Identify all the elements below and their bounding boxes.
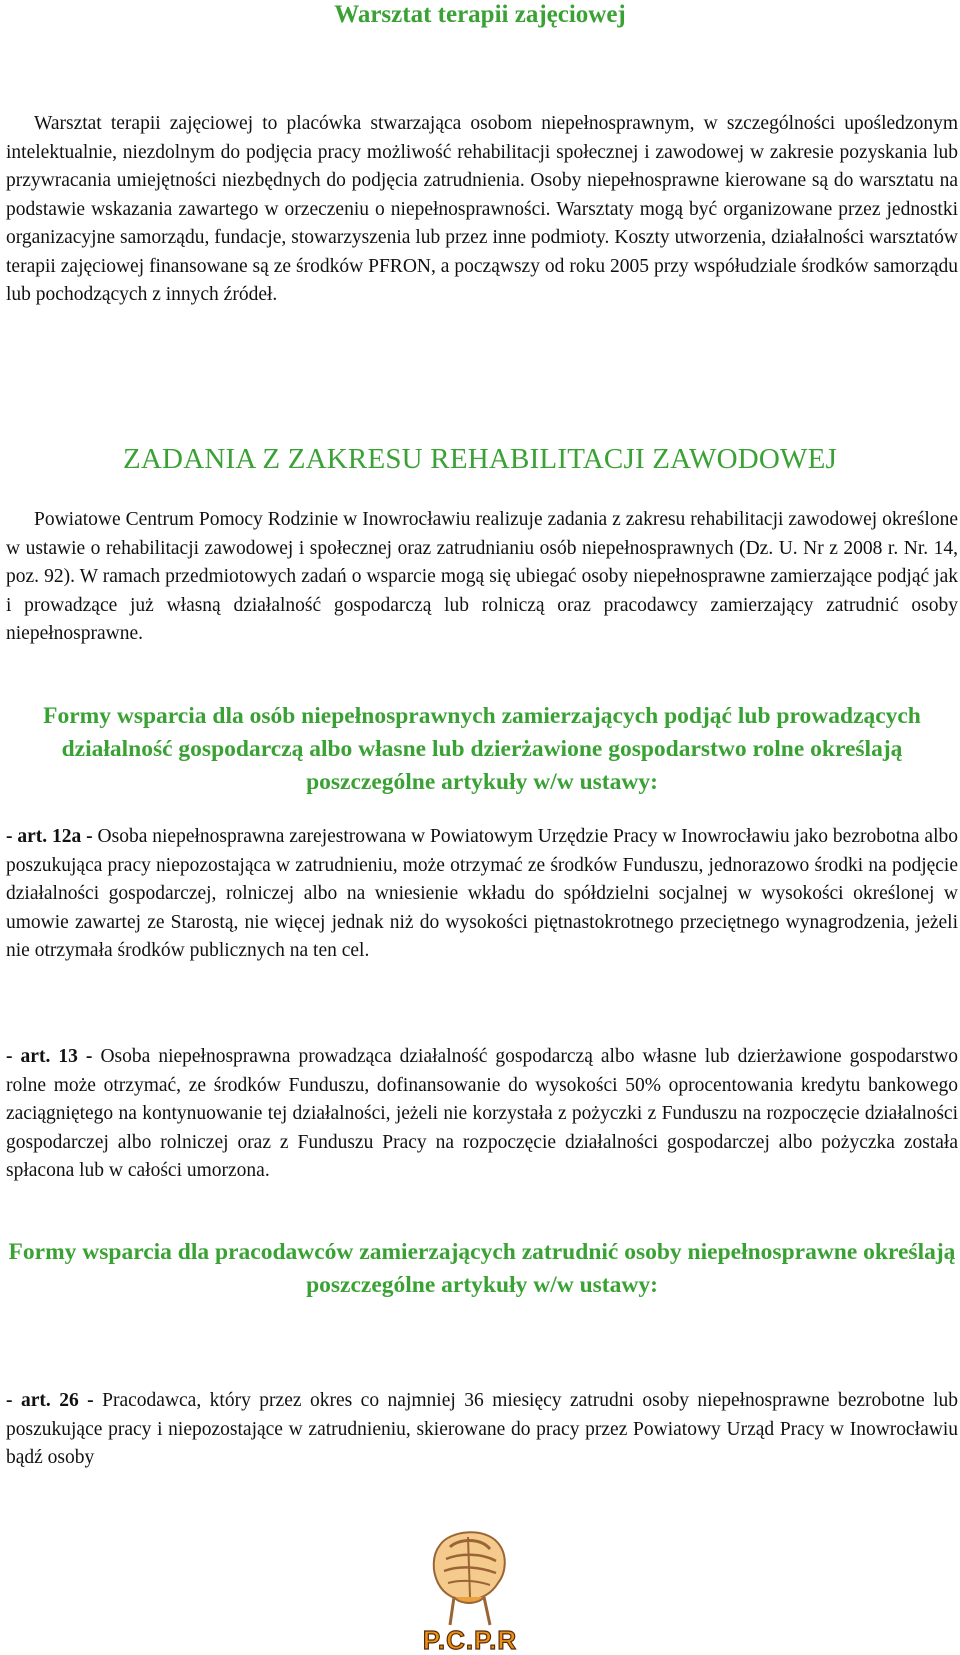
svg-text:P.C.P.R: P.C.P.R (422, 1625, 518, 1655)
subheading-employers: Formy wsparcia dla pracodawców zamierzających zatrudnić osoby niepełnosprawne określają poszczególne artykuły w/w ustawy: (8, 1239, 956, 1298)
section-paragraph: Powiatowe Centrum Pomocy Rodzinie w Inowrocławiu realizuje zadania z zakresu rehabilitacji zawodowej określone w ustawie o rehabilitacji zawodowej i społecznej oraz zatrudnianiu osób niepełnosprawnych (Dz. U. Nr z 2008 r. Nr. 14, poz. 92). W ramach przedmiotowych zadań o wsparcie mogą się ubiegać osoby niepełnosprawne zamierzające podjąć jak i prowadzące już własną działalność gospodarczą lub rolniczą oraz pracodawcy zamierzający zatrudnić osoby niepełnosprawne. (6, 509, 958, 644)
subheading-disabled-persons: Formy wsparcia dla osób niepełnosprawnych zamierzających podjąć lub prowadzących działalność gospodarczą albo własne lub dzierżawione gospodarstwo rolne określają poszczególne artykuły w/w ustawy: (43, 703, 921, 795)
pcpr-logo (410, 1525, 530, 1655)
article-13-paragraph (6, 1043, 958, 1186)
page-title: Warsztat terapii zajęciowej (334, 1, 626, 28)
article-26-paragraph (6, 1387, 958, 1473)
article-26-label: - art. 26 - (6, 1390, 94, 1411)
article-12a-label: - art. 12a - (6, 826, 93, 847)
article-26-text: Pracodawca, który przez okres co najmniej 36 miesięcy zatrudni osoby niepełnosprawne bezrobotne lub poszukujące pracy i niepozostające w zatrudnieniu, skierowane do pracy przez Powiatowy Urząd Pracy w Inowrocławiu bądź osoby (6, 1390, 959, 1468)
article-12a-text: Osoba niepełnosprawna zarejestrowana w Powiatowym Urzędzie Pracy w Inowrocławiu jako bezrobotna albo poszukująca pracy niepozostająca w zatrudnieniu, może otrzymać ze środków Funduszu, jednorazowo środki na podjęcie działalności gospodarczej, rolniczej albo na wniesienie wkładu do spółdzielni socjalnej w wysokości określonej w umowie zawartej ze Starostą, nie więcej jednak niż do wysokości piętnastokrotnego przeciętnego wynagrodzenia, jeżeli nie otrzymała środków publicznych na ten cel. (6, 826, 958, 961)
article-13-label: - art. 13 - (6, 1046, 93, 1067)
article-12a-paragraph (6, 823, 958, 966)
intro-paragraph: Warsztat terapii zajęciowej to placówka stwarzająca osobom niepełnosprawnym, w szczególności upośledzonym intelektualnie, niezdolnym do podjęcia pracy możliwość rehabilitacji społecznej i zawodowej w zakresie pozyskania lub przywracania umiejętności niezbędnych do podjęcia zatrudnienia. Osoby niepełnosprawne kierowane są do warsztatu na podstawie wskazania zawartego w orzeczeniu o niepełnosprawności. Warsztaty mogą być organizowane przez jednostki organizacyjne samorządu, fundacje, stowarzyszenia lub przez inne podmioty. Koszty utworzenia, działalności warsztatów terapii zajęciowej finansowane są ze środków PFRON, a począwszy od roku 2005 przy współudziale środków samorządu lub pochodzących z innych źródeł. (6, 113, 958, 305)
article-13-text: Osoba niepełnosprawna prowadząca działalność gospodarczą albo własne lub dzierżawione gospodarstwo rolne może otrzymać, ze środków Funduszu, dofinansowanie do wysokości 50% oprocentowania kredytu bankowego zaciągniętego na kontynuowanie tej działalności, jeżeli nie korzystała z pożyczki z Funduszu na rozpoczęcie działalności gospodarczej albo rolniczej oraz z Funduszu Pracy na rozpoczęcie działalności gospodarczej albo pożyczka została spłacona lub w całości umorzona. (6, 1046, 958, 1181)
section-heading: ZADANIA Z ZAKRESU REHABILITACJI ZAWODOWEJ (123, 443, 837, 475)
